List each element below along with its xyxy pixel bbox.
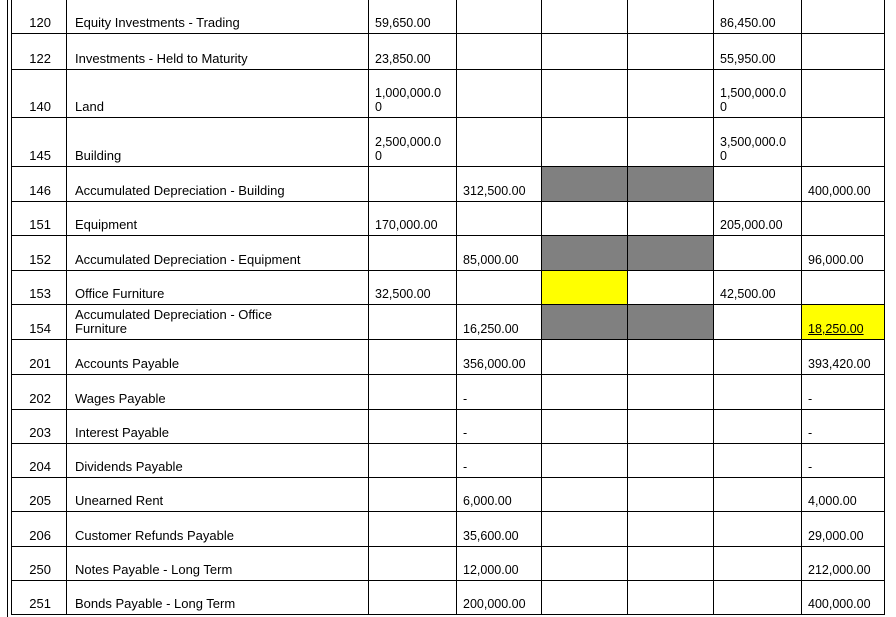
account-number-cell: 206 [29,528,51,543]
column-divider [713,0,714,615]
adjusted-debit-cell: 86,450.00 [720,16,776,30]
account-number-cell: 145 [29,148,51,163]
account-number-cell: 122 [29,51,51,66]
row-divider [11,201,885,202]
column-divider [66,0,67,615]
column-divider [801,0,802,615]
account-number-cell: 151 [29,217,51,232]
column-divider [884,0,885,615]
column-divider [11,0,12,615]
account-number-cell: 250 [29,562,51,577]
adjusted-credit-cell: - [808,460,813,474]
unadjusted-credit-cell: 35,600.00 [463,529,519,543]
account-name-cell: Dividends Payable [75,459,183,474]
column-divider [456,0,457,615]
account-number-cell: 120 [29,15,51,30]
unadjusted-credit-cell: 356,000.00 [463,357,526,371]
row-divider [11,614,885,615]
adjusted-debit-cell: 1,500,000.0 0 [720,86,787,114]
account-number-cell: 203 [29,425,51,440]
unadjusted-debit-cell: 23,850.00 [375,52,431,66]
row-divider [11,580,885,581]
adjusted-credit-cell: 18,250.00 [808,322,864,336]
account-name-cell: Customer Refunds Payable [75,528,234,543]
unadjusted-credit-cell: 16,250.00 [463,322,519,336]
highlighted-cell [541,270,627,304]
outer-border [7,0,8,617]
row-divider [11,33,885,34]
adjusted-credit-cell: 393,420.00 [808,357,871,371]
unadjusted-debit-cell: 32,500.00 [375,287,431,301]
account-number-cell: 153 [29,286,51,301]
unadjusted-credit-cell: 6,000.00 [463,494,512,508]
shaded-cell [627,166,713,201]
unadjusted-debit-cell: 170,000.00 [375,218,438,232]
account-number-cell: 140 [29,99,51,114]
account-name-cell: Wages Payable [75,391,166,406]
row-divider [11,166,885,167]
unadjusted-debit-cell: 2,500,000.0 0 [375,135,442,163]
account-name-cell: Accumulated Depreciation - Office Furniture [75,307,273,336]
shaded-cell [627,304,713,339]
adjusted-credit-cell: 29,000.00 [808,529,864,543]
row-divider [11,443,885,444]
account-number-cell: 201 [29,356,51,371]
account-number-cell: 154 [29,321,51,336]
account-number-cell: 202 [29,391,51,406]
adjusted-credit-cell: 212,000.00 [808,563,871,577]
account-number-cell: 204 [29,459,51,474]
row-divider [11,477,885,478]
adjusted-credit-cell: - [808,426,813,440]
row-divider [11,511,885,512]
row-divider [11,546,885,547]
row-divider [11,409,885,410]
unadjusted-credit-cell: - [463,460,468,474]
adjusted-credit-cell: 400,000.00 [808,597,871,611]
unadjusted-credit-cell: 312,500.00 [463,184,526,198]
unadjusted-debit-cell: 1,000,000.0 0 [375,86,442,114]
unadjusted-debit-cell: 59,650.00 [375,16,431,30]
account-name-cell: Accumulated Depreciation - Equipment [75,252,301,267]
unadjusted-credit-cell: 200,000.00 [463,597,526,611]
adjusted-debit-cell: 205,000.00 [720,218,783,232]
account-number-cell: 146 [29,183,51,198]
account-name-cell: Investments - Held to Maturity [75,51,248,66]
column-divider [627,0,628,615]
row-divider [11,235,885,236]
adjusted-debit-cell: 55,950.00 [720,52,776,66]
row-divider [11,270,885,271]
shaded-cell [627,235,713,270]
unadjusted-credit-cell: 12,000.00 [463,563,519,577]
account-name-cell: Notes Payable - Long Term [75,562,233,577]
row-divider [11,304,885,305]
account-name-cell: Accounts Payable [75,356,180,371]
account-name-cell: Bonds Payable - Long Term [75,596,236,611]
adjusted-credit-cell: 96,000.00 [808,253,864,267]
row-divider [11,339,885,340]
unadjusted-credit-cell: - [463,426,468,440]
column-divider [541,0,542,615]
account-name-cell: Building [75,148,122,163]
unadjusted-credit-cell: - [463,392,468,406]
account-name-cell: Interest Payable [75,425,169,440]
account-number-cell: 251 [29,596,51,611]
row-divider [11,374,885,375]
shaded-cell [541,235,627,270]
account-name-cell: Equipment [75,217,138,232]
adjusted-debit-cell: 3,500,000.0 0 [720,135,787,163]
account-name-cell: Accumulated Depreciation - Building [75,183,285,198]
unadjusted-credit-cell: 85,000.00 [463,253,519,267]
column-divider [368,0,369,615]
account-name-cell: Office Furniture [75,286,165,301]
account-name-cell: Equity Investments - Trading [75,15,240,30]
row-divider [11,117,885,118]
adjusted-credit-cell: - [808,392,813,406]
account-name-cell: Land [75,99,104,114]
adjusted-credit-cell: 4,000.00 [808,494,857,508]
adjusted-debit-cell: 42,500.00 [720,287,776,301]
account-number-cell: 205 [29,493,51,508]
row-divider [11,69,885,70]
account-name-cell: Unearned Rent [75,493,164,508]
shaded-cell [541,304,627,339]
shaded-cell [541,166,627,201]
account-number-cell: 152 [29,252,51,267]
adjusted-credit-cell: 400,000.00 [808,184,871,198]
